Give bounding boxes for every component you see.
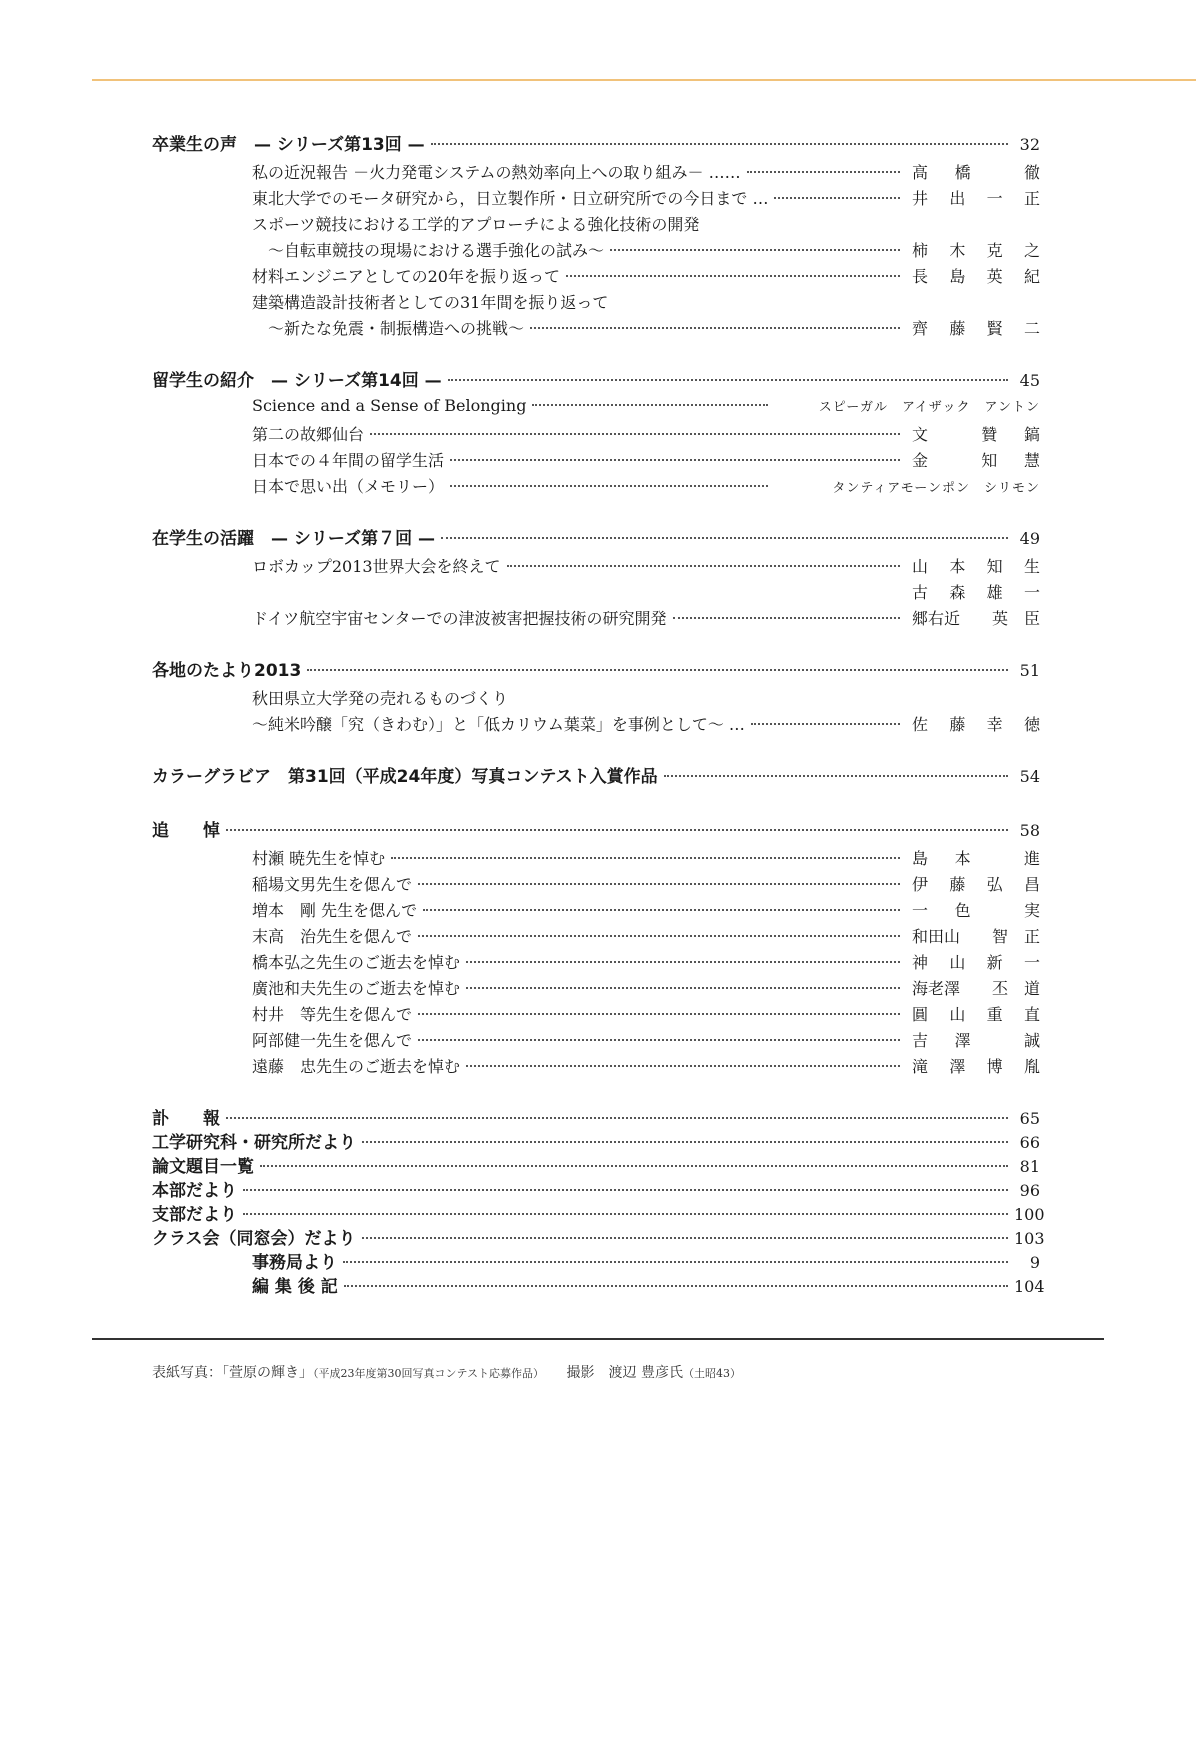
- leader-dots: [673, 617, 900, 619]
- author-char: 木: [949, 241, 966, 260]
- entry-author: スピーガル アイザック アントン: [818, 400, 1040, 415]
- toc-entry[interactable]: [252, 872, 1040, 898]
- section-gap: [152, 738, 1040, 762]
- leader-dots: [441, 537, 1008, 539]
- tail-item[interactable]: [252, 1248, 1040, 1272]
- top-rule: [92, 79, 1196, 81]
- entry-title: 橋本弘之先生のご逝去を悼む: [252, 953, 461, 972]
- entry-author: [906, 1054, 1040, 1077]
- section-title: 在学生の活躍 — シリーズ第７回 —: [152, 529, 435, 549]
- author-char: 一: [1023, 953, 1040, 972]
- page-number: 54: [1019, 767, 1040, 786]
- tail-title: 事務局より: [252, 1253, 337, 1273]
- tail-item[interactable]: [152, 1128, 1040, 1152]
- author-char: 高: [912, 163, 929, 182]
- toc-entry[interactable]: [252, 554, 1040, 580]
- author-char: 英: [991, 609, 1008, 628]
- page-number: 65: [1019, 1109, 1040, 1128]
- author-char: 郷右近: [912, 609, 961, 628]
- page-number: 96: [1019, 1181, 1040, 1200]
- entry-title: Science and a Sense of Belonging: [252, 396, 527, 415]
- toc-entry[interactable]: [252, 606, 1040, 632]
- toc-entry[interactable]: [252, 422, 1040, 448]
- author-char: 文: [912, 425, 929, 444]
- toc-entry[interactable]: [252, 474, 1040, 500]
- leader-dots: [307, 669, 1008, 671]
- leader-dots: [243, 1189, 1008, 1191]
- author-char: 直: [1023, 1005, 1040, 1024]
- author-char: 一: [1023, 583, 1040, 602]
- section-gap: [152, 500, 1040, 524]
- page-number: 51: [1019, 661, 1040, 680]
- author-char: 幸: [986, 715, 1003, 734]
- entry-author: [906, 1028, 1040, 1051]
- page-number: 32: [1019, 135, 1040, 154]
- entry-title: 増本 剛 先生を偲んで: [252, 901, 418, 920]
- author-char: 出: [949, 189, 966, 208]
- section-heading[interactable]: [152, 366, 1040, 396]
- entry-author: [906, 1002, 1040, 1025]
- author-char: 贊: [981, 425, 998, 444]
- leader-dots: [507, 565, 900, 567]
- leader-dots: [566, 275, 900, 277]
- entry-author: [906, 316, 1040, 339]
- entry-author: [906, 422, 1040, 445]
- author-char: 澤: [954, 1031, 971, 1050]
- section-heading[interactable]: [152, 816, 1040, 846]
- entry-author: [906, 950, 1040, 973]
- leader-dots: [343, 1261, 1008, 1263]
- author-char: 胤: [1023, 1057, 1040, 1076]
- author-char: 昌: [1023, 875, 1040, 894]
- toc-entry[interactable]: [252, 1002, 1040, 1028]
- author-char: 齊: [912, 319, 929, 338]
- caption-prefix: 表紙写真：「萱原の輝き」: [152, 1365, 313, 1381]
- tail-title: クラス会（同窓会）だより: [152, 1229, 356, 1249]
- tail-title: 編 集 後 記: [252, 1277, 338, 1297]
- entry-author: [906, 160, 1040, 183]
- section-title: 各地のたより2013: [152, 661, 302, 681]
- caption-contest: （平成23年度第30回写真コンテスト応募作品）: [313, 1367, 539, 1380]
- toc-entry[interactable]: [252, 950, 1040, 976]
- author-char: 正: [1023, 927, 1040, 946]
- author-char: 島: [912, 849, 929, 868]
- author-char: 徹: [1023, 163, 1040, 182]
- entry-title: スポーツ競技における工学的アプローチによる強化技術の開発: [252, 215, 700, 234]
- toc-entry[interactable]: [252, 290, 1040, 316]
- leader-dots: [466, 1065, 900, 1067]
- section-heading[interactable]: [152, 762, 1040, 792]
- leader-dots: [423, 909, 900, 911]
- toc-section: [152, 816, 1040, 1080]
- page-number: 9: [1029, 1253, 1040, 1272]
- author-char: 新: [986, 953, 1003, 972]
- tail-title: 支部だより: [152, 1205, 237, 1225]
- author-char: 伊: [912, 875, 929, 894]
- entry-author: [906, 264, 1040, 287]
- leader-dots: [751, 723, 900, 725]
- section-heading[interactable]: [152, 656, 1040, 686]
- author-char: 金: [912, 451, 929, 470]
- toc-entry[interactable]: [252, 898, 1040, 924]
- toc-section: [152, 762, 1040, 792]
- leader-dots: [431, 143, 1008, 145]
- entry-title: 材料エンジニアとしての20年を振り返って: [252, 267, 560, 286]
- tail-item[interactable]: [152, 1152, 1040, 1176]
- author-char: 雄: [986, 583, 1003, 602]
- leader-dots: [391, 857, 900, 859]
- toc-entry[interactable]: [252, 396, 1040, 422]
- leader-dots: [466, 961, 900, 963]
- author-char: 山: [912, 557, 929, 576]
- page-number: 100: [1014, 1205, 1045, 1224]
- leader-dots: [418, 1013, 900, 1015]
- author-char: 古: [912, 583, 929, 602]
- author-char: 吉: [912, 1031, 929, 1050]
- author-char: 鎬: [1023, 425, 1040, 444]
- entry-title: 秋田県立大学発の売れるものづくり: [252, 689, 509, 708]
- entry-author: [906, 924, 1040, 947]
- leader-dots: [774, 197, 900, 199]
- entry-title: 村井 等先生を偲んで: [252, 1005, 413, 1024]
- toc-entry[interactable]: [252, 160, 1040, 186]
- bottom-rule: [92, 1338, 1104, 1340]
- section-gap: [152, 792, 1040, 816]
- author-char: 丕: [991, 979, 1008, 998]
- section-title: 留学生の紹介 — シリーズ第14回 —: [152, 371, 442, 391]
- toc-entry[interactable]: [252, 924, 1040, 950]
- entry-author: [906, 872, 1040, 895]
- author-char: 井: [912, 189, 929, 208]
- page-number: 49: [1019, 529, 1040, 548]
- entry-title: 私の近況報告 －火力発電システムの熱効率向上への取り組み－ ……: [252, 163, 741, 182]
- toc-entry[interactable]: [252, 686, 1040, 712]
- entry-title: 日本での４年間の留学生活: [252, 451, 445, 470]
- entry-title: ～新たな免震・制振構造への挑戦～: [252, 319, 525, 338]
- section-gap: [152, 632, 1040, 656]
- author-char: 生: [1023, 557, 1040, 576]
- author-char: 徳: [1023, 715, 1040, 734]
- leader-dots: [418, 935, 900, 937]
- author-char: 進: [1023, 849, 1040, 868]
- cover-photo-caption: [152, 1362, 741, 1382]
- entry-author: [906, 712, 1040, 735]
- toc-entry[interactable]: [252, 316, 1040, 342]
- toc-section: [152, 130, 1040, 342]
- author-char: 知: [986, 557, 1003, 576]
- author-char: 橋: [954, 163, 971, 182]
- tail-item[interactable]: [152, 1104, 1040, 1128]
- entry-title: 阿部健一先生を偲んで: [252, 1031, 413, 1050]
- toc-entry[interactable]: [252, 846, 1040, 872]
- caption-affiliation: （土昭43）: [683, 1367, 742, 1380]
- entry-author: [906, 898, 1040, 921]
- toc-entry[interactable]: [252, 580, 1040, 606]
- author-char: 知: [981, 451, 998, 470]
- author-char: 弘: [986, 875, 1003, 894]
- author-char: 一: [912, 901, 929, 920]
- author-char: 佐: [912, 715, 929, 734]
- author-char: 藤: [949, 715, 966, 734]
- leader-dots: [226, 829, 1008, 831]
- entry-author: [906, 186, 1040, 209]
- entry-author: [906, 554, 1040, 577]
- author-char: 二: [1023, 319, 1040, 338]
- section-title: 追 悼: [152, 821, 220, 841]
- page-number: 45: [1019, 371, 1040, 390]
- toc-section: [152, 366, 1040, 500]
- tail-title: 訃 報: [152, 1109, 220, 1129]
- tail-item[interactable]: [152, 1176, 1040, 1200]
- author-char: 誠: [1023, 1031, 1040, 1050]
- leader-dots: [418, 1039, 900, 1041]
- page-number: 58: [1019, 821, 1040, 840]
- author-char: 島: [949, 267, 966, 286]
- entry-author: [906, 448, 1040, 471]
- author-char: 之: [1023, 241, 1040, 260]
- author-char: 実: [1023, 901, 1040, 920]
- section-gap: [152, 342, 1040, 366]
- entry-title: ～純米吟醸「究（きわむ）」と「低カリウム葉菜」を事例として～ …: [252, 715, 745, 734]
- author-char: 道: [1023, 979, 1040, 998]
- leader-dots: [226, 1117, 1008, 1119]
- leader-dots: [747, 171, 900, 173]
- author-char: 和田山: [912, 927, 961, 946]
- tail-title: 論文題目一覧: [152, 1157, 254, 1177]
- section-gap: [152, 1080, 1040, 1104]
- toc-entry[interactable]: [252, 186, 1040, 212]
- author-char: 一: [986, 189, 1003, 208]
- leader-dots: [610, 249, 900, 251]
- author-char: 森: [949, 583, 966, 602]
- leader-dots: [448, 379, 1008, 381]
- toc-entry[interactable]: [252, 212, 1040, 238]
- author-char: 重: [986, 1005, 1003, 1024]
- author-char: 長: [912, 267, 929, 286]
- author-char: 滝: [912, 1057, 929, 1076]
- page-number: 81: [1019, 1157, 1040, 1176]
- toc-entry[interactable]: [252, 976, 1040, 1002]
- entry-title: ドイツ航空宇宙センターでの津波被害把握技術の研究開発: [252, 609, 667, 628]
- leader-dots: [530, 327, 900, 329]
- author-char: 賢: [986, 319, 1003, 338]
- leader-dots: [243, 1213, 1008, 1215]
- toc-entry[interactable]: [252, 1028, 1040, 1054]
- section-heading[interactable]: [152, 130, 1040, 160]
- author-char: 藤: [949, 319, 966, 338]
- author-char: 本: [949, 557, 966, 576]
- leader-dots: [450, 485, 768, 487]
- entry-title: 建築構造設計技術者としての31年間を振り返って: [252, 293, 609, 312]
- author-char: 山: [949, 1005, 966, 1024]
- author-char: 紀: [1023, 267, 1040, 286]
- entry-author: タンティアモーンポン シリモン: [832, 481, 1040, 496]
- author-char: 色: [954, 901, 971, 920]
- author-char: 慧: [1023, 451, 1040, 470]
- entry-title: 末高 治先生を偲んで: [252, 927, 413, 946]
- entry-author: [906, 580, 1040, 603]
- author-char: 英: [986, 267, 1003, 286]
- tail-title: 工学研究科・研究所だより: [152, 1133, 356, 1153]
- author-char: 智: [991, 927, 1008, 946]
- author-char: 山: [949, 953, 966, 972]
- section-heading[interactable]: [152, 524, 1040, 554]
- tail-item[interactable]: [152, 1224, 1045, 1249]
- entry-title: 稲場文男先生を偲んで: [252, 875, 413, 894]
- entry-title: 村瀬 暁先生を悼む: [252, 849, 386, 868]
- toc-section: [152, 524, 1040, 632]
- section-title: カラーグラビア 第31回（平成24年度）写真コンテスト入賞作品: [152, 767, 658, 787]
- leader-dots: [260, 1165, 1008, 1167]
- leader-dots: [532, 404, 768, 406]
- entry-title: ロボカップ2013世界大会を終えて: [252, 557, 501, 576]
- entry-title: 廣池和夫先生のご逝去を悼む: [252, 979, 461, 998]
- entry-author: [906, 606, 1040, 629]
- leader-dots: [466, 987, 900, 989]
- leader-dots: [664, 775, 1008, 777]
- entry-title: 日本で思い出（メモリー）: [252, 477, 445, 496]
- toc-entry[interactable]: [252, 238, 1040, 264]
- leader-dots: [370, 433, 900, 435]
- tail-item[interactable]: [152, 1200, 1045, 1225]
- entry-author: [906, 846, 1040, 869]
- author-char: 海老澤: [912, 979, 961, 998]
- tail-title: 本部だより: [152, 1181, 237, 1201]
- author-char: 克: [986, 241, 1003, 260]
- leader-dots: [450, 459, 900, 461]
- leader-dots: [362, 1141, 1008, 1143]
- author-char: 圓: [912, 1005, 929, 1024]
- leader-dots: [344, 1285, 1008, 1287]
- tail-item[interactable]: [252, 1272, 1045, 1297]
- author-char: 藤: [949, 875, 966, 894]
- leader-dots: [362, 1237, 1009, 1239]
- toc-entry[interactable]: [252, 1054, 1040, 1080]
- table-of-contents: [152, 130, 1045, 1297]
- author-char: 正: [1023, 189, 1040, 208]
- page-number: 104: [1014, 1277, 1045, 1296]
- toc-section: [152, 656, 1040, 738]
- author-char: 本: [954, 849, 971, 868]
- entry-author: [906, 976, 1040, 999]
- author-char: 澤: [949, 1057, 966, 1076]
- entry-title: 東北大学でのモータ研究から，日立製作所・日立研究所での今日まで …: [252, 189, 769, 208]
- author-char: 神: [912, 953, 929, 972]
- author-char: 柿: [912, 241, 929, 260]
- entry-title: 第二の故郷仙台: [252, 425, 365, 444]
- leader-dots: [418, 883, 900, 885]
- author-char: 博: [986, 1057, 1003, 1076]
- toc-entry[interactable]: [252, 712, 1040, 738]
- section-title: 卒業生の声 — シリーズ第13回 —: [152, 135, 425, 155]
- toc-entry[interactable]: [252, 448, 1040, 474]
- caption-photographer: 撮影 渡辺 豊彦氏: [538, 1365, 684, 1381]
- toc-entry[interactable]: [252, 264, 1040, 290]
- page-number: 66: [1019, 1133, 1040, 1152]
- entry-author: [906, 238, 1040, 261]
- entry-title: 遠藤 忠先生のご逝去を悼む: [252, 1057, 461, 1076]
- author-char: 臣: [1023, 609, 1040, 628]
- entry-title: ～自転車競技の現場における選手強化の試み～: [252, 241, 605, 260]
- page-number: 103: [1014, 1229, 1045, 1248]
